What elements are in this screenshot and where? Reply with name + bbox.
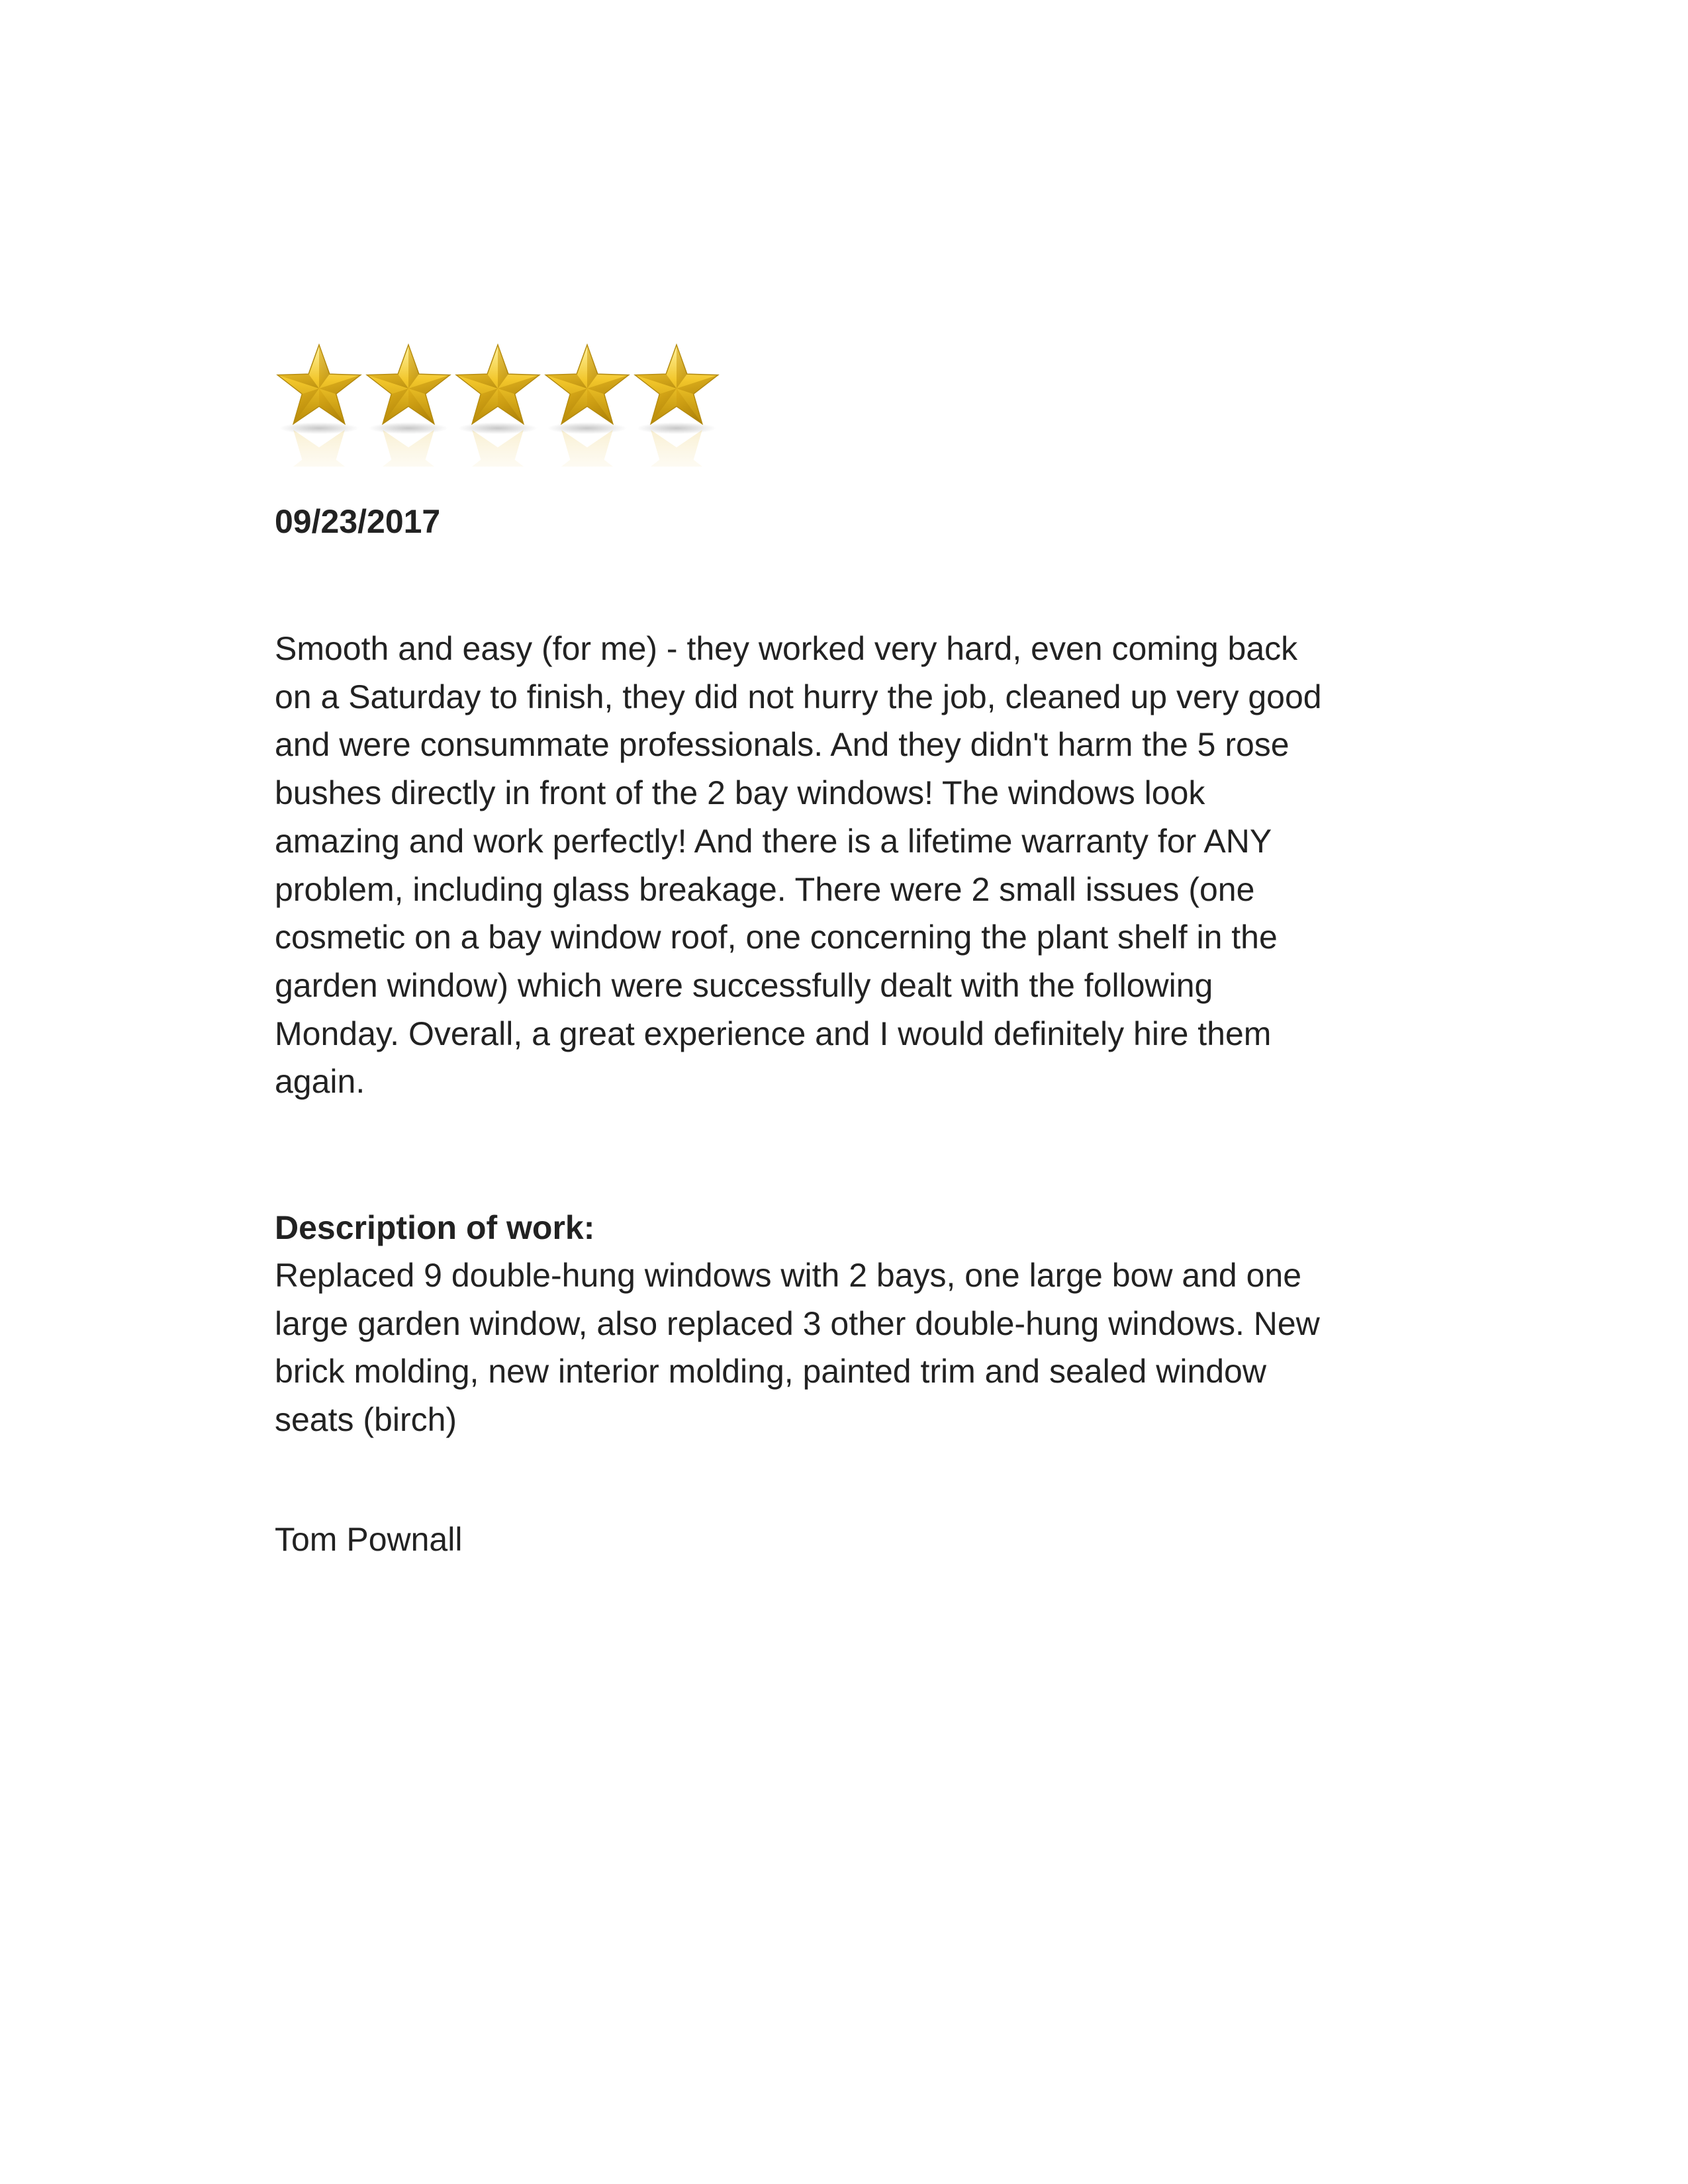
review-body: Smooth and easy (for me) - they worked very hard, even coming back on a Saturday to finish, they did not hurry the job, cleaned up very good and were consummate professionals. And they didn't harm the 5 rose bushes directly in front of the 2 bay windows! The windows look amazing and work perfectly! And there is a lifetime warranty for ANY problem, including glass breakage. There were 2 small issues (one cosmetic on a bay window roof, one concerning the plant shelf in the garden window) which were successfully dealt with the following Monday. Overall, a great experience and I would definitely hire them again.: [275, 630, 1322, 1101]
description-text: Replaced 9 double-hung windows with 2 bays, one large bow and one large garden window, also replaced 3 other double-hung windows. New brick molding, new interior molding, painted trim and sealed window seats (birch): [275, 1257, 1320, 1439]
star-icon: [635, 345, 718, 467]
star-icon: [277, 345, 361, 467]
star-icon: [545, 345, 629, 467]
description-heading: Description of work:: [275, 1209, 595, 1246]
star-icon: [367, 345, 450, 467]
star-rating-graphic: [275, 334, 738, 467]
review-date: 09/23/2017: [275, 503, 441, 540]
review-author: Tom Pownall: [275, 1521, 463, 1558]
star-icon: [456, 345, 539, 467]
star-rating: [275, 334, 738, 467]
